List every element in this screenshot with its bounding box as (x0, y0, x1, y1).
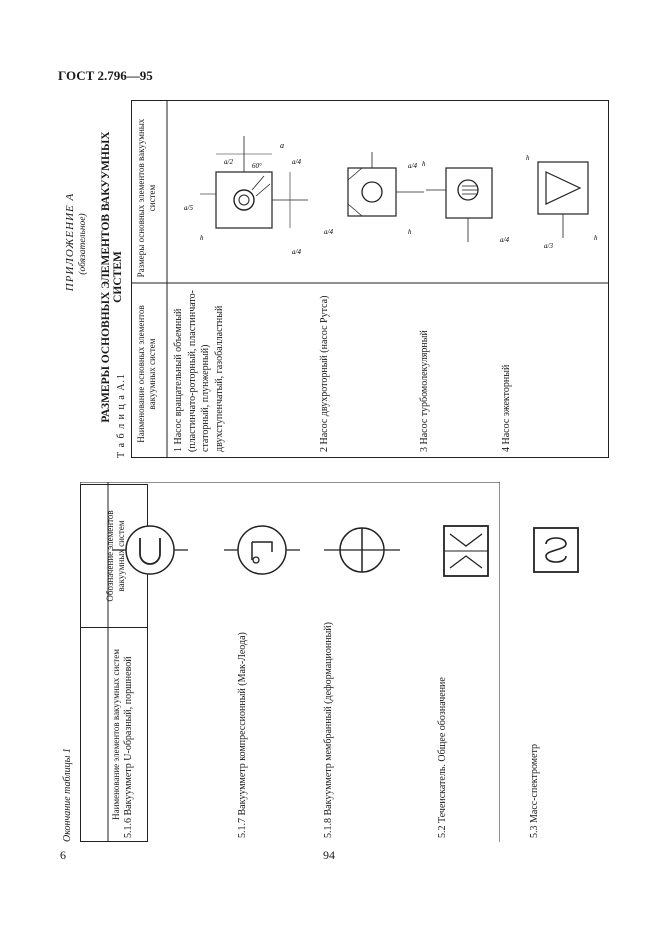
dim-label-a5: a/5 (184, 204, 193, 212)
dim-label-h-3: h (422, 160, 426, 168)
annex-sublabel: (обязательное) (78, 213, 88, 275)
dim-label-a3: a/3 (544, 242, 553, 250)
u-tube-gauge-icon (110, 520, 190, 580)
membrane-gauge-icon (322, 520, 402, 580)
page-number-center: 94 (323, 848, 335, 862)
dim-label-h-2: h (408, 228, 412, 236)
annex-title: РАЗМЕРЫ ОСНОВНЫХ ЭЛЕМЕНТОВ ВАКУУМНЫХ СИСТЕМ (100, 131, 124, 423)
annex-label: ПРИЛОЖЕНИЕ А (64, 192, 76, 292)
dim-label-h: h (200, 234, 204, 242)
continuation-caption: Окончание таблицы 1 (62, 748, 73, 842)
dim-label-h-5: h (594, 234, 598, 242)
dim-label-a4-bottom: a/4 (292, 248, 301, 256)
table-a1-header-names: Наименование основных элементов вакуумных систем (136, 305, 157, 443)
ejector-pump-dimensions-icon (524, 152, 614, 252)
a1-row-1-text: 1 Насос вращательный объемный (пластинчато-роторный, пластинчато-статорный, плунжерный) двухступенчатый, газобалластный (173, 290, 225, 452)
dim-label-angle: 60° (252, 162, 262, 170)
a1-row-2-text: 2 Насос двухроторный (насос Рутса) (319, 295, 330, 452)
dim-label-a4-4: a/4 (500, 236, 509, 244)
left-row-1-text: 5.1.6 Вакуумметр U-образный, поршневой (123, 656, 134, 838)
dim-label-a4-2: a/4 (408, 162, 417, 170)
dim-label-h-4: h (526, 154, 530, 162)
compression-gauge-icon (222, 520, 302, 580)
table-a1-header-dims: Размеры основных элементов вакуумных систем (136, 118, 157, 278)
dim-label-a2: a/2 (224, 158, 233, 166)
mass-spectrometer-icon (526, 520, 586, 580)
rotary-pump-dimensions-icon (180, 134, 310, 274)
standard-header: ГОСТ 2.796—95 (58, 68, 153, 83)
left-row-2-text: 5.1.7 Вакуумметр компрессионный (Мак-Леода) (237, 632, 248, 838)
dim-label-a4: a/4 (292, 158, 301, 166)
leak-detector-icon (436, 516, 496, 586)
table-header-names: Наименование элементов вакуумных систем (81, 627, 148, 841)
left-row-3-text: 5.1.8 Вакуумметр мембранный (деформационный) (323, 622, 334, 838)
dim-label-a4-3: a/4 (324, 228, 333, 236)
turbomolecular-pump-dimensions-icon (420, 150, 530, 250)
dim-label-a: a (280, 141, 284, 150)
page-number-left: 6 (60, 848, 66, 862)
roots-pump-dimensions-icon (318, 150, 428, 240)
table-header-symbols: Обозначение элементов вакуумных систем (81, 485, 148, 628)
left-row-4-text: 5.2 Течеискатель. Общее обозначение (437, 677, 448, 838)
a1-row-3-text: 3 Насос турбомолекулярный (419, 330, 430, 452)
table-a1-caption: Т а б л и ц а А.1 (116, 373, 127, 458)
a1-row-4-text: 4 Насос эжекторный (501, 364, 512, 452)
left-row-5-text: 5.3 Масс-спектрометр (529, 743, 540, 838)
